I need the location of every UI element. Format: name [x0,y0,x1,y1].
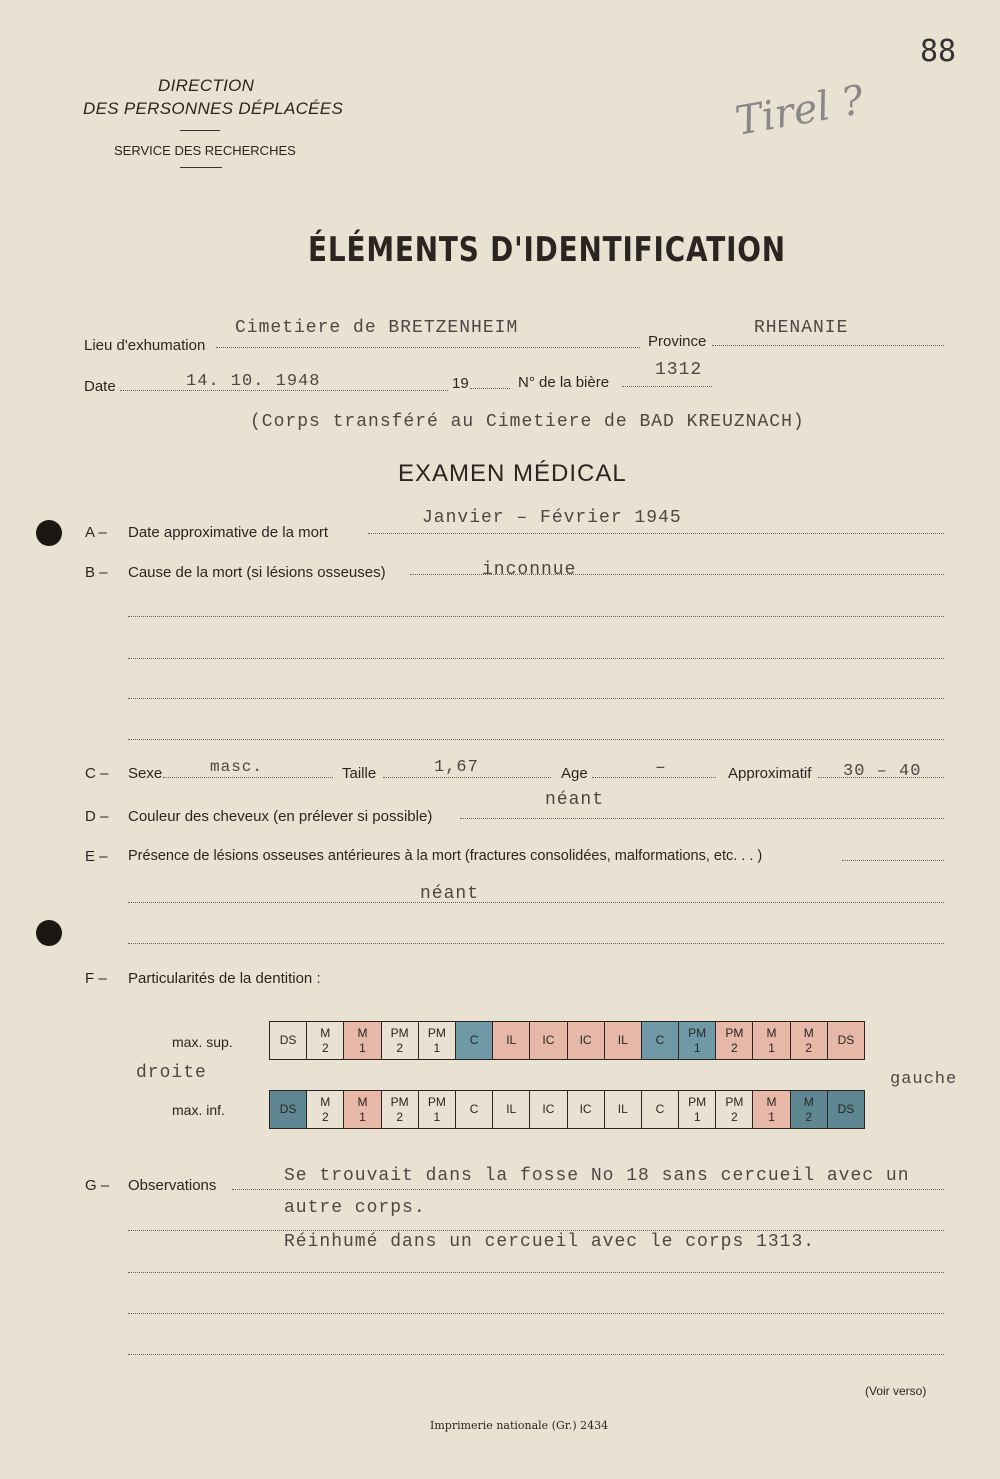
lower-tooth-cell [307,1091,344,1129]
tooth-number: 1 [433,1040,441,1055]
g-text-line-2: autre corps. [284,1198,426,1218]
e-line [842,860,944,861]
date-label: Date [84,378,116,395]
e-line-3 [128,943,944,944]
tooth-number: 2 [396,1109,403,1124]
punch-hole-bottom [36,920,62,946]
header-personnes: DES PERSONNES DÉPLACÉES [83,99,344,118]
tooth-type: IC [542,1033,555,1047]
a-letter: A – [85,524,107,541]
header-direction: DIRECTION [158,76,255,95]
upper-tooth-cell [381,1022,418,1060]
tooth-type: DS [279,1033,297,1047]
lieu-label: Lieu d'exhumation [84,337,206,354]
header-divider-2 [180,167,222,168]
lower-tooth-cell [567,1091,604,1129]
tooth-number: 1 [359,1040,366,1055]
tooth-type: M [357,1094,368,1109]
tooth-type: PM [390,1094,409,1109]
left-side-label: gauche [890,1070,958,1089]
transfer-note: (Corps transféré au Cimetiere de BAD KREUZNACH) [250,412,805,432]
d-value: néant [545,790,605,810]
lower-jaw-label: max. inf. [172,1102,225,1118]
voir-verso: (Voir verso) [865,1384,927,1398]
tooth-type: M [357,1025,368,1040]
tooth-type: IL [617,1033,628,1047]
biere-line [622,386,712,387]
tooth-number: 2 [731,1040,738,1055]
tooth-number: 2 [321,1040,329,1055]
tooth-number: 2 [321,1109,329,1124]
b-line-2 [128,616,944,617]
imprimerie: Imprimerie nationale (Gr.) 2434 [430,1419,609,1432]
upper-teeth-chart [269,1021,865,1060]
tooth-type: IC [579,1033,592,1047]
lower-tooth-cell [381,1091,418,1129]
a-label: Date approximative de la mort [128,524,329,541]
g-text-line-1: Se trouvait dans la fosse No 18 sans cercueil avec un [284,1166,910,1186]
g-line-5 [128,1354,944,1355]
upper-tooth-cell [567,1022,604,1060]
tooth-type: M [766,1025,777,1040]
approx-label: Approximatif [728,765,812,782]
lower-teeth-row [270,1091,865,1129]
upper-tooth-cell [418,1022,455,1060]
province-value: RHENANIE [754,318,849,338]
lower-tooth-cell [270,1091,307,1129]
tooth-number: 1 [693,1109,701,1124]
upper-tooth-cell [530,1022,567,1060]
lower-tooth-cell [344,1091,381,1129]
e-letter: E – [85,848,108,865]
g-line-3 [128,1272,944,1273]
tooth-number: 2 [396,1040,403,1055]
tooth-type: PM [427,1094,446,1109]
upper-tooth-cell [790,1022,827,1060]
exam-title: EXAMEN MÉDICAL [398,460,627,487]
tooth-type: M [766,1094,777,1109]
f-label: Particularités de la dentition : [128,970,321,987]
age-line [592,777,716,778]
tooth-type: IL [617,1102,628,1116]
year-line [470,388,510,389]
age-label: Age [561,765,588,782]
biere-value: 1312 [655,360,703,380]
lower-tooth-cell [493,1091,530,1129]
tooth-number: 1 [359,1109,366,1124]
tooth-type: IL [506,1033,517,1047]
lower-tooth-cell [790,1091,827,1129]
sexe-label: Sexe [128,765,163,782]
approx-value: 30 – 40 [843,762,922,781]
lower-teeth-chart [269,1090,865,1129]
tooth-type: IC [542,1102,555,1116]
tooth-type: IL [506,1102,517,1116]
tooth-type: C [655,1102,665,1116]
e-label: Présence de lésions osseuses antérieures à la mort (fractures consolidées, malformations, etc. . . ) [128,848,763,864]
header-service: SERVICE DES RECHERCHES [114,143,296,158]
b-line-3 [128,658,944,659]
lower-tooth-cell [827,1091,864,1129]
tooth-type: C [469,1102,479,1116]
tooth-number: 1 [693,1040,701,1055]
tooth-type: PM [725,1094,744,1109]
tooth-type: C [469,1033,479,1047]
lieu-value: Cimetiere de BRETZENHEIM [235,318,519,338]
lower-tooth-cell [716,1091,753,1129]
upper-tooth-cell [716,1022,753,1060]
right-side-label: droite [136,1063,207,1083]
year-prefix: 19 [452,375,469,392]
g-text-line-3: Réinhumé dans un cercueil avec le corps 1313. [284,1232,816,1252]
e-line-2 [128,902,944,903]
tooth-type: M [803,1094,814,1109]
lower-tooth-cell [530,1091,567,1129]
lower-tooth-cell [604,1091,641,1129]
page-number: 88 [920,34,957,69]
province-label: Province [648,333,707,350]
tooth-type: DS [837,1102,855,1116]
handwritten-note: Tirel ? [731,77,868,145]
f-letter: F – [85,970,107,987]
upper-tooth-cell [307,1022,344,1060]
g-line-4 [128,1313,944,1314]
upper-teeth-row [270,1022,865,1060]
lower-tooth-cell [641,1091,678,1129]
tooth-number: 2 [805,1109,813,1124]
upper-tooth-cell [455,1022,492,1060]
upper-tooth-cell [493,1022,530,1060]
tooth-type: PM [427,1025,446,1040]
tooth-type: M [320,1025,331,1040]
upper-tooth-cell [679,1022,716,1060]
lower-tooth-cell [753,1091,790,1129]
taille-line [383,777,551,778]
a-line [368,533,944,534]
c-letter: C – [85,765,109,782]
date-value: 14. 10. 1948 [186,372,321,391]
g-line-2 [128,1230,944,1231]
lower-tooth-cell [679,1091,716,1129]
a-value: Janvier – Février 1945 [422,508,682,528]
age-value: – [655,758,667,778]
tooth-type: IC [579,1102,592,1116]
tooth-number: 1 [768,1109,775,1124]
tooth-number: 2 [805,1040,813,1055]
tooth-number: 2 [731,1109,738,1124]
d-label: Couleur des cheveux (en prélever si possible) [128,808,433,825]
lower-tooth-cell [418,1091,455,1129]
b-line-5 [128,739,944,740]
tooth-type: PM [688,1025,707,1040]
upper-tooth-cell [270,1022,307,1060]
taille-label: Taille [342,765,377,782]
upper-tooth-cell [641,1022,678,1060]
e-value: néant [420,884,480,904]
province-line [712,345,944,346]
lieu-line [216,347,640,348]
b-value: inconnue [482,560,577,580]
tooth-type: PM [390,1025,409,1040]
upper-tooth-cell [827,1022,864,1060]
lower-tooth-cell [455,1091,492,1129]
d-line [460,818,944,819]
g-line [232,1189,944,1190]
g-label: Observations [128,1177,217,1194]
b-line-4 [128,698,944,699]
tooth-number: 1 [768,1040,775,1055]
tooth-number: 1 [433,1109,441,1124]
sexe-line [163,777,333,778]
tooth-type: PM [688,1094,707,1109]
upper-jaw-label: max. sup. [172,1034,233,1050]
g-letter: G – [85,1177,110,1194]
tooth-type: DS [837,1033,855,1047]
punch-hole-top [36,520,62,546]
tooth-type: DS [279,1102,297,1116]
page-title: ÉLÉMENTS D'IDENTIFICATION [308,230,786,270]
tooth-type: M [803,1025,814,1040]
taille-value: 1,67 [434,758,479,777]
b-letter: B – [85,564,108,581]
upper-tooth-cell [604,1022,641,1060]
sexe-value: masc. [210,758,264,776]
d-letter: D – [85,808,109,825]
tooth-type: PM [725,1025,744,1040]
biere-label: N° de la bière [518,374,610,391]
tooth-type: M [320,1094,331,1109]
upper-tooth-cell [753,1022,790,1060]
tooth-type: C [655,1033,665,1047]
upper-tooth-cell [344,1022,381,1060]
b-label: Cause de la mort (si lésions osseuses) [128,564,386,581]
header-divider [180,130,220,131]
